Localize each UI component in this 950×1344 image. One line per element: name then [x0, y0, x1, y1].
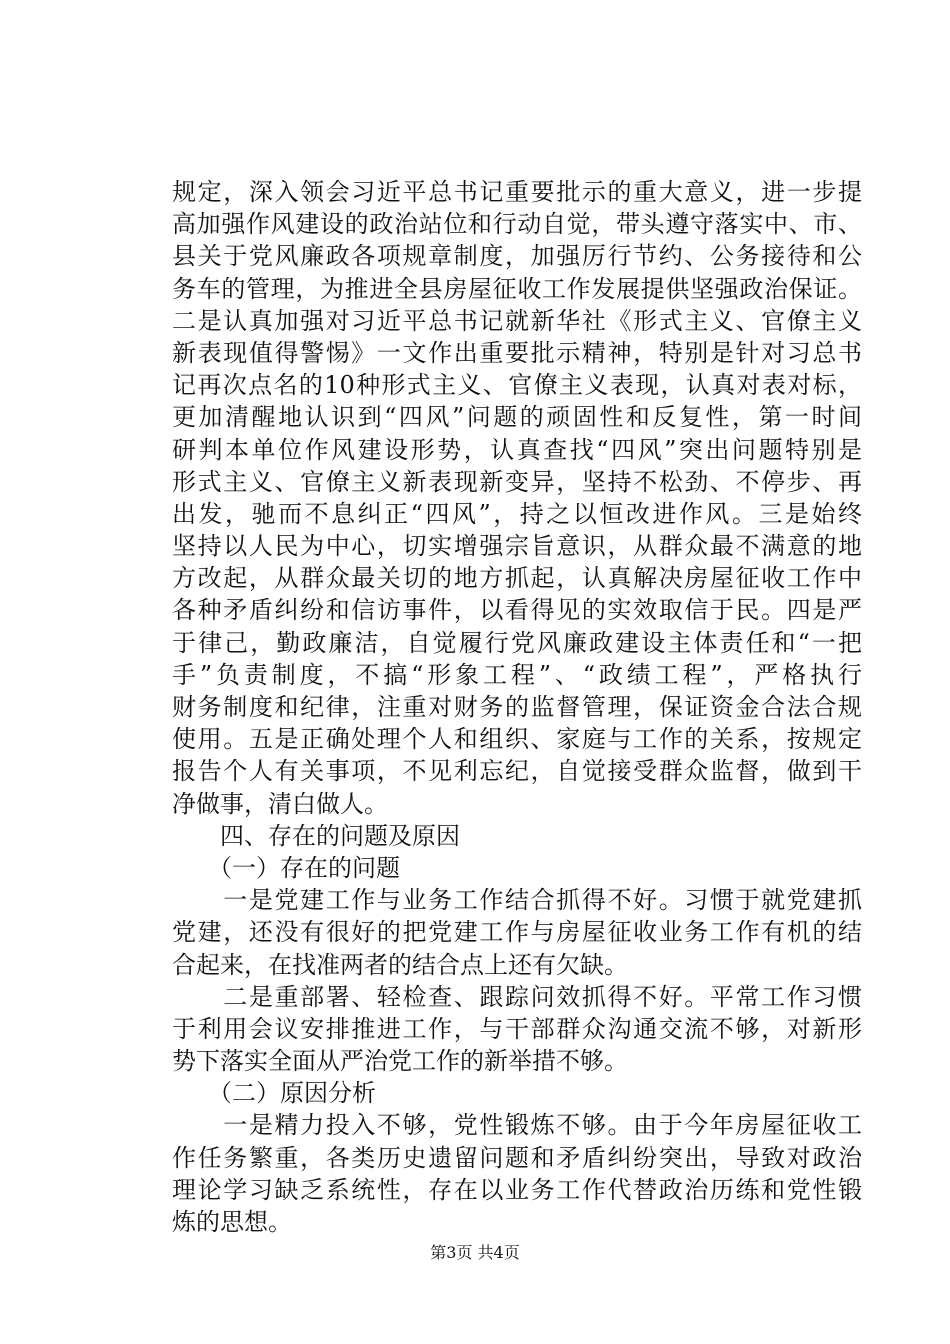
text-line: 合起来，在找准两者的结合点上还有欠缺。: [172, 950, 628, 979]
text-line: 高加强作风建设的政治站位和行动自觉，带头遵守落实中、市、: [172, 210, 862, 239]
text-line: 手”负责制度，不搞“形象工程”、“政绩工程”，严格执行: [172, 660, 862, 689]
text-line: 一是党建工作与业务工作结合抓得不好。习惯于就党建抓: [172, 886, 862, 915]
subsection-heading: （二）原因分析: [172, 1079, 376, 1108]
body-text: [172, 176, 862, 1238]
text-line: 新表现值得警惕》一文作出重要批示精神，特别是针对习总书: [172, 338, 862, 367]
text-line: 党建，还没有很好的把党建工作与房屋征收业务工作有机的结: [172, 918, 862, 947]
text-line: 方改起，从群众最关切的地方抓起，认真解决房屋征收工作中: [172, 564, 862, 593]
text-line: 更加清醒地认识到“四风”问题的顽固性和反复性，第一时间: [172, 403, 862, 432]
text-line: 炼的思想。: [172, 1208, 292, 1236]
section-heading: 四、存在的问题及原因: [172, 821, 460, 850]
text-line: 研判本单位作风建设形势，认真查找“四风”突出问题特别是: [172, 435, 862, 464]
text-line: 各种矛盾纠纷和信访事件，以看得见的实效取信于民。四是严: [172, 596, 862, 625]
text-line: 形式主义、官僚主义新表现新变异，坚持不松劲、不停步、再: [172, 467, 862, 496]
text-line: 势下落实全面从严治党工作的新举措不够。: [172, 1047, 628, 1076]
text-line: 作任务繁重，各类历史遗留问题和矛盾纠纷突出，导致对政治: [172, 1143, 862, 1172]
text-line: 县关于党风廉政各项规章制度，加强厉行节约、公务接待和公: [172, 242, 862, 271]
text-line: 于律己，勤政廉洁，自觉履行党风廉政建设主体责任和“一把: [172, 628, 862, 657]
text-line: 出发，驰而不息纠正“四风”，持之以恒改进作风。三是始终: [172, 499, 862, 528]
text-line: 使用。五是正确处理个人和组织、家庭与工作的关系，按规定: [172, 725, 862, 754]
text-line: 二是重部署、轻检查、跟踪问效抓得不好。平常工作习惯: [172, 982, 862, 1011]
text-line: 务车的管理，为推进全县房屋征收工作发展提供坚强政治保证。: [172, 274, 862, 303]
page-footer: 第3页 共4页: [430, 1243, 520, 1262]
text-line: 一是精力投入不够，党性锻炼不够。由于今年房屋征收工: [172, 1111, 862, 1140]
text-line: 理论学习缺乏系统性，存在以业务工作代替政治历练和党性锻: [172, 1175, 862, 1204]
text-line: 规定，深入领会习近平总书记重要批示的重大意义，进一步提: [172, 178, 862, 206]
subsection-heading: （一）存在的问题: [172, 853, 400, 882]
text-line: 报告个人有关事项，不见利忘纪，自觉接受群众监督，做到干: [172, 757, 862, 786]
text-line: 二是认真加强对习近平总书记就新华社《形式主义、官僚主义: [172, 306, 862, 335]
text-line: 于利用会议安排推进工作，与干部群众沟通交流不够，对新形: [172, 1014, 862, 1043]
text-line: 记再次点名的10种形式主义、官僚主义表现，认真对表对标，: [172, 371, 862, 400]
text-line: 坚持以人民为中心，切实增强宗旨意识，从群众最不满意的地: [172, 532, 862, 561]
text-line: 财务制度和纪律，注重对财务的监督管理，保证资金合法合规: [172, 693, 862, 721]
text-line: 净做事，清白做人。: [172, 789, 388, 818]
